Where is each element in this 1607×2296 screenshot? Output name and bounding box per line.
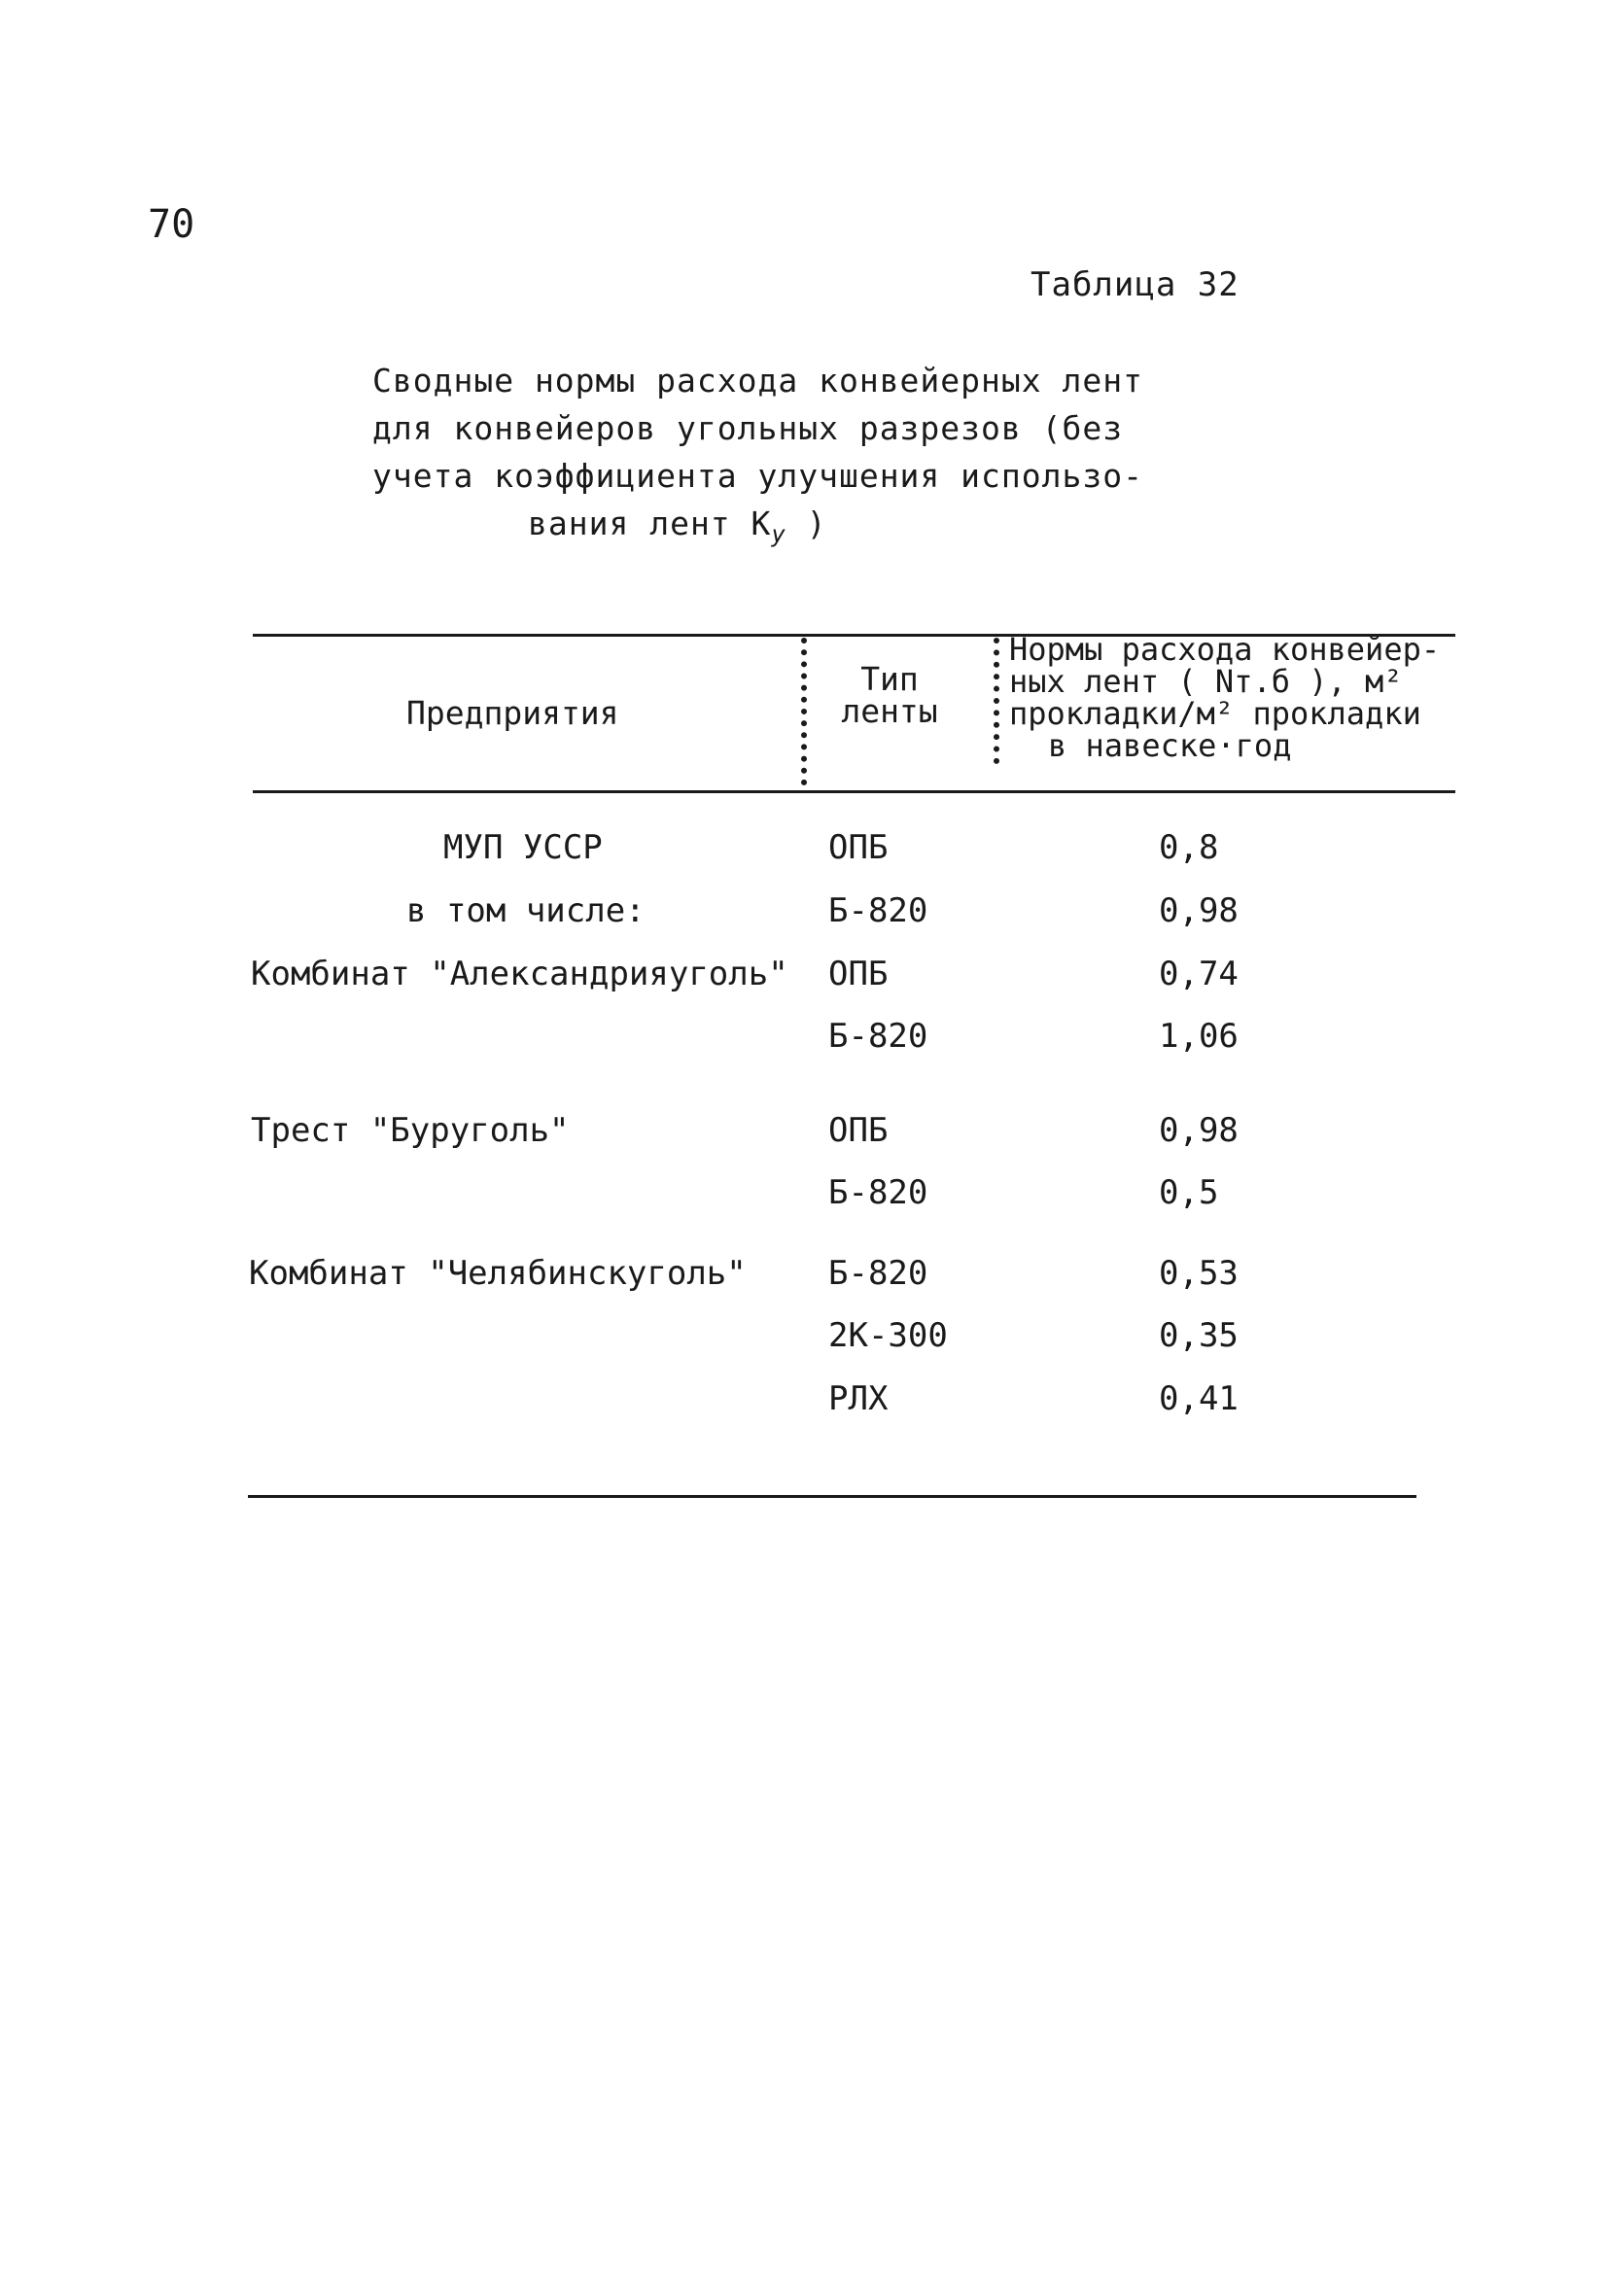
header-norms-line-4: в навеске·год	[1048, 727, 1292, 764]
row-5-type: ОПБ	[828, 1111, 889, 1150]
row-4-type: Б-820	[828, 1017, 928, 1056]
table-title	[372, 357, 1143, 559]
title-line-1: Сводные нормы расхода конвейерных лент	[372, 362, 1143, 400]
table-header-rule	[253, 790, 1455, 793]
header-consumption-norms	[1009, 631, 1441, 764]
header-belt-type-line-2: ленты	[841, 692, 938, 730]
header-norms-line-2: ных лент ( Nт.б ), м²	[1009, 663, 1403, 700]
title-line-4-suffix: )	[786, 504, 827, 542]
title-line-4-prefix: вания лент К	[528, 504, 772, 542]
row-2-enterprise: в том числе:	[406, 891, 646, 930]
column-separator-1	[801, 638, 807, 785]
row-1-value: 0,8	[1159, 828, 1219, 867]
title-line-2: для конвейеров угольных разрезов (без	[372, 409, 1124, 447]
header-belt-type-line-1: Тип	[860, 660, 919, 698]
row-2-value: 0,98	[1159, 891, 1239, 930]
row-6-value: 0,5	[1159, 1173, 1219, 1212]
row-3-type: ОПБ	[828, 955, 889, 993]
row-3-enterprise: Комбинат "Александрияуголь"	[251, 955, 788, 993]
title-line-4	[372, 500, 1143, 559]
row-5-enterprise: Трест "Буруголь"	[251, 1111, 570, 1150]
row-7-type: Б-820	[828, 1254, 928, 1293]
header-norms-line-1: Нормы расхода конвейер-	[1009, 631, 1441, 668]
row-7-enterprise: Комбинат "Челябинскуголь"	[249, 1254, 747, 1293]
row-9-value: 0,41	[1159, 1379, 1239, 1418]
table-label: Таблица 32	[1031, 265, 1240, 304]
row-4-value: 1,06	[1159, 1017, 1239, 1056]
row-5-value: 0,98	[1159, 1111, 1239, 1150]
row-8-type: 2К-300	[828, 1316, 948, 1355]
table-bottom-rule	[248, 1495, 1416, 1498]
column-separator-2	[994, 638, 999, 764]
row-6-type: Б-820	[828, 1173, 928, 1212]
header-enterprise: Предприятия	[406, 694, 619, 732]
row-1-type: ОПБ	[828, 828, 889, 867]
row-2-type: Б-820	[828, 891, 928, 930]
row-7-value: 0,53	[1159, 1254, 1239, 1293]
row-8-value: 0,35	[1159, 1316, 1239, 1355]
header-norms-line-3: прокладки/м² прокладки	[1009, 695, 1421, 732]
row-9-type: РЛХ	[828, 1379, 889, 1418]
title-subscript: у	[771, 520, 786, 548]
row-3-value: 0,74	[1159, 955, 1239, 993]
row-1-enterprise: МУП УССР	[443, 828, 603, 867]
title-line-3: учета коэффициента улучшения использо-	[372, 457, 1143, 495]
page-number: 70	[148, 202, 195, 247]
header-belt-type	[831, 660, 948, 730]
